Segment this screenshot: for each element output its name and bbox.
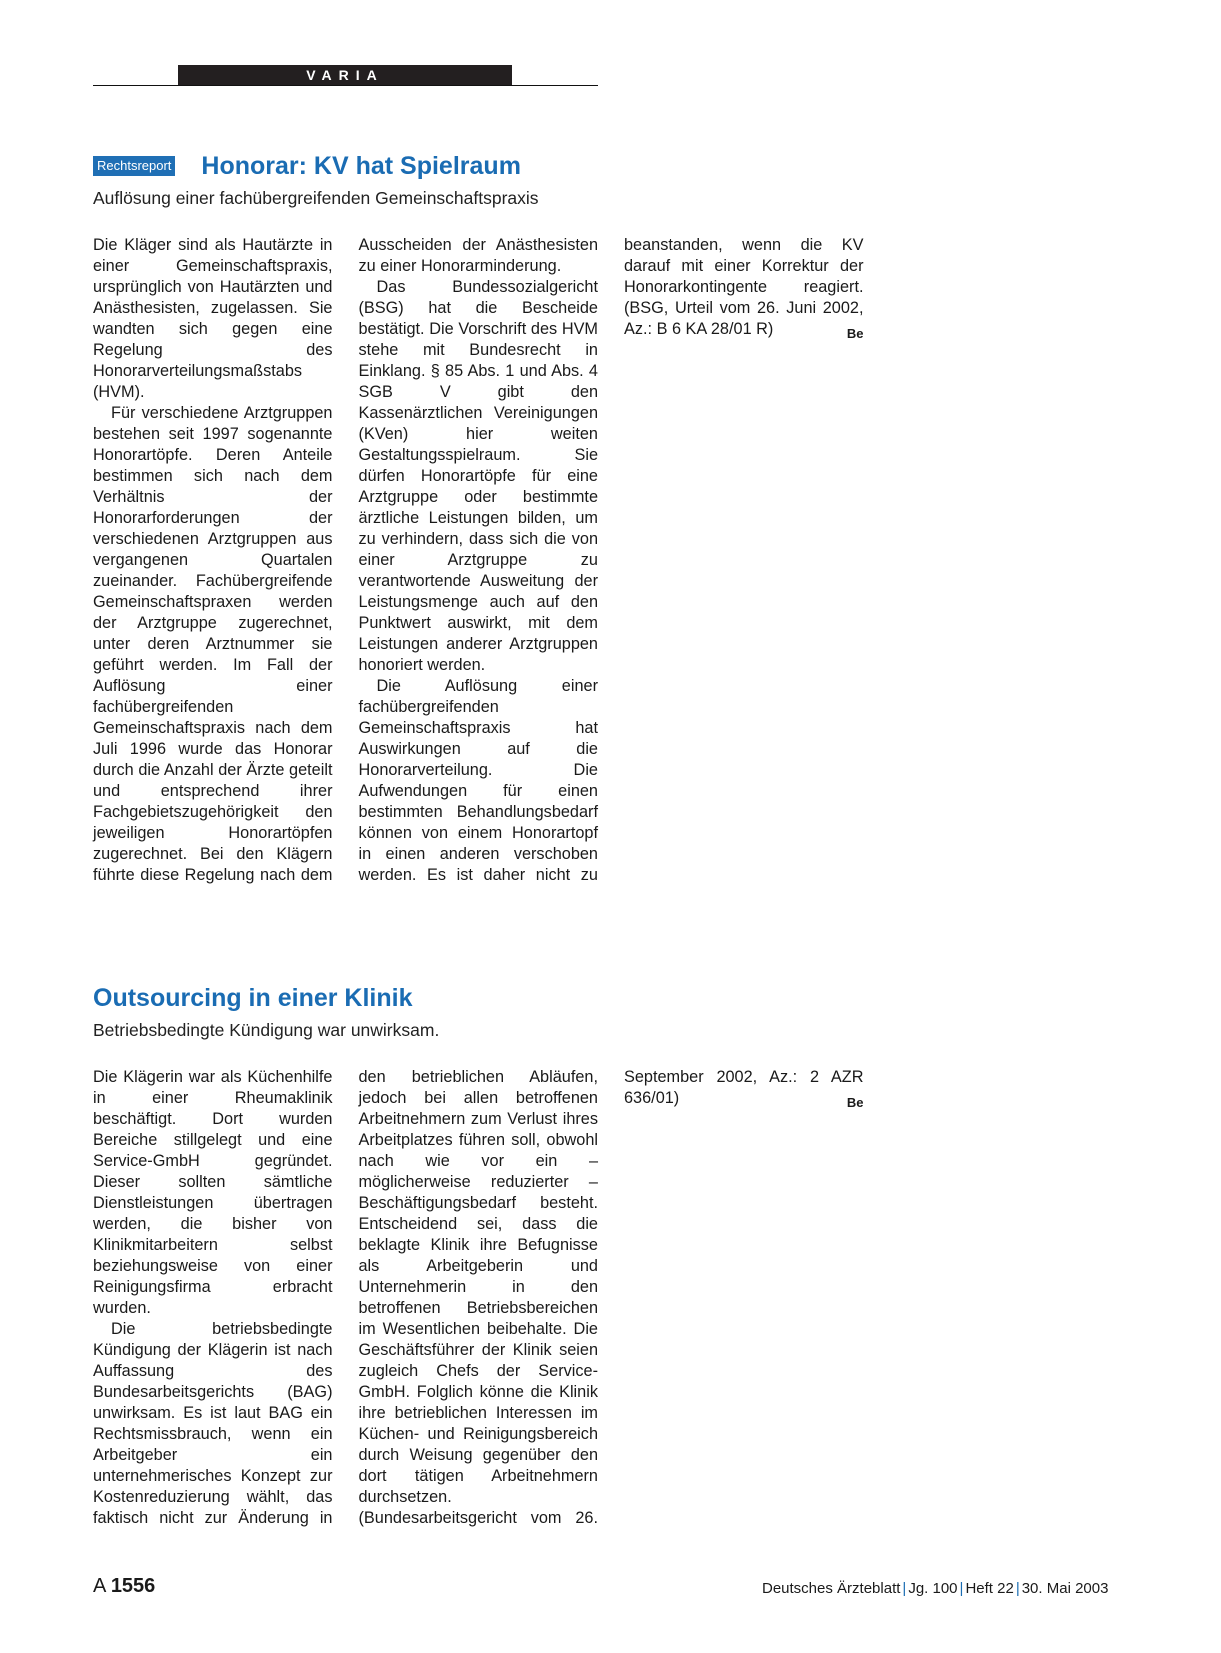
article-heading [93,150,598,182]
header-rule [93,85,598,86]
article-subtitle: Auflösung einer fachübergreifenden Gemeinschaftspraxis [93,188,539,208]
journal-citation [762,1580,1132,1597]
journal-issue: Heft 22 [965,1580,1014,1597]
paragraph: Das Bundessozialgericht (BSG) hat die Bescheide bestätigt. Die Vorschrift des HVM stehe mit Bundesrecht in Einklang. § 85 Abs. 1 und Abs. 4 SGB V gibt den Kassenärztlichen Vereinigungen (KVen) hier weiten Gestaltungsspielraum. Sie dürfen Honorartöpfe für eine Arztgruppe oder bestimmte ärztliche Leistungen bilden, um zu verhindern, dass sich die von einer Arztgruppe zu verantwortende Ausweitung der Leistungsmenge auch auf den Punktwert auswirkt, mit dem Leistungen anderer Arztgruppen honoriert werden. [358,278,598,674]
author-signature: Be [846,1095,864,1110]
section-label: VARIA [178,65,512,85]
rubric-tag: Rechtsreport [93,156,175,176]
page-prefix: A [93,1575,106,1597]
article-body [93,1067,864,1537]
author-signature: Be [846,326,864,341]
paragraph-text: Die betriebsbedingte Kündigung der Klägerin ist nach Auffassung des Bundesarbeitsgerichts (BAG) unwirksam. Es ist laut BAG ein Rechtsmissbrauch, wenn ein Arbeitgeber ein unternehmerisches Konzept zur Kostenreduzierung wählt, das faktisch nicht zur Änderung in den betrieblichen Abläufen, jedoch bei allen betroffenen Arbeitnehmern zum Verlust ihres Arbeitplatzes führen soll, obwohl nach wie vor ein – möglicherweise reduzierter – Beschäftigungsbedarf besteht. Entscheidend sei, dass die beklagte Klinik ihre Befugnisse als Arbeitgeberin und Unternehmerin in den betroffenen Betriebsbereichen im Wesentlichen beibehalte. Die Geschäftsführer der Klinik seien zugleich Chefs der Service-GmbH. Folglich könne die Klinik ihre betrieblichen Interessen im Küchen- und Reinigungsbereich durch Weisung gegenüber den dort tätigen Arbeitnehmern durchsetzen. (Bundesarbeitsgericht vom 26. September 2002, Az.: 2 AZR 636/01) [93,1068,864,1527]
article-outsourcing [93,982,864,1527]
page-number [93,1575,155,1598]
separator: | [959,1580,964,1597]
journal-name: Deutsches Ärzteblatt [762,1580,901,1597]
journal-volume: Jg. 100 [908,1580,958,1597]
article-honorar [93,150,864,884]
article-subtitle: Betriebsbedingte Kündigung war unwirksam. [93,1020,440,1040]
article-body [93,235,864,895]
separator: | [902,1580,907,1597]
article-heading [93,982,598,1014]
paragraph: Für verschiedene Arztgruppen bestehen seit 1997 sogenannte Honorartöpfe. Deren Anteile bestimmen sich nach dem Verhältnis der Honorarforderungen der verschiedenen Arztgruppen aus vergangenen Quartalen zueinander. Fachübergreifende Gemeinschaftspraxen werden der Arztgruppe zugerechnet, unter deren Arztnummer sie geführt werden. Im Fall der Auflösung einer fachübergreifenden Gemeinschaftspraxis nach dem Juli 1996 wurde das Honorar durch die Anzahl der Ärzte geteilt und entsprechend ihrer Fachgebietszugehörigkeit den jeweiligen Honorartöpfen zugerechnet. Bei den Klägern führte diese Regelung nach dem Ausscheiden der Anästhesisten zu einer Honorarminderung. [93,236,598,884]
paragraph-text: Die Auflösung einer fachübergreifenden Gemeinschaftspraxis hat Auswirkungen auf die Honorarverteilung. Die Aufwendungen für einen bestimmten Behandlungsbedarf können von einem Honorartopf in einen anderen verschoben werden. Es ist daher nicht zu beanstanden, wenn die KV darauf mit einer Korrektur der Honorarkontingente reagiert. (BSG, Urteil vom 26. Juni 2002, Az.: B 6 KA 28/01 R) [358,236,864,884]
paragraph: Die Klägerin war als Küchenhilfe in einer Rheumaklinik beschäftigt. Dort wurden Bereiche stillgelegt und eine Service-GmbH gegründet. Dieser sollten sämtliche Dienstleistungen übertragen werden, die bisher von Klinikmitarbeitern selbst beziehungsweise von einer Reinigungsfirma erbracht wurden. [93,1068,333,1317]
article-title: Outsourcing in einer Klinik [93,984,413,1012]
paragraph: Die Kläger sind als Hautärzte in einer Gemeinschaftspraxis, ursprünglich von Hautärzten und Anästhesisten, zugelassen. Sie wandten sich gegen eine Regelung des Honorarverteilungsmaßstabs (HVM). [93,236,333,401]
page-number-value: 1556 [110,1575,156,1597]
separator: | [1015,1580,1020,1597]
journal-date: 30. Mai 2003 [1021,1580,1109,1597]
article-title: Honorar: KV hat Spielraum [201,152,521,180]
